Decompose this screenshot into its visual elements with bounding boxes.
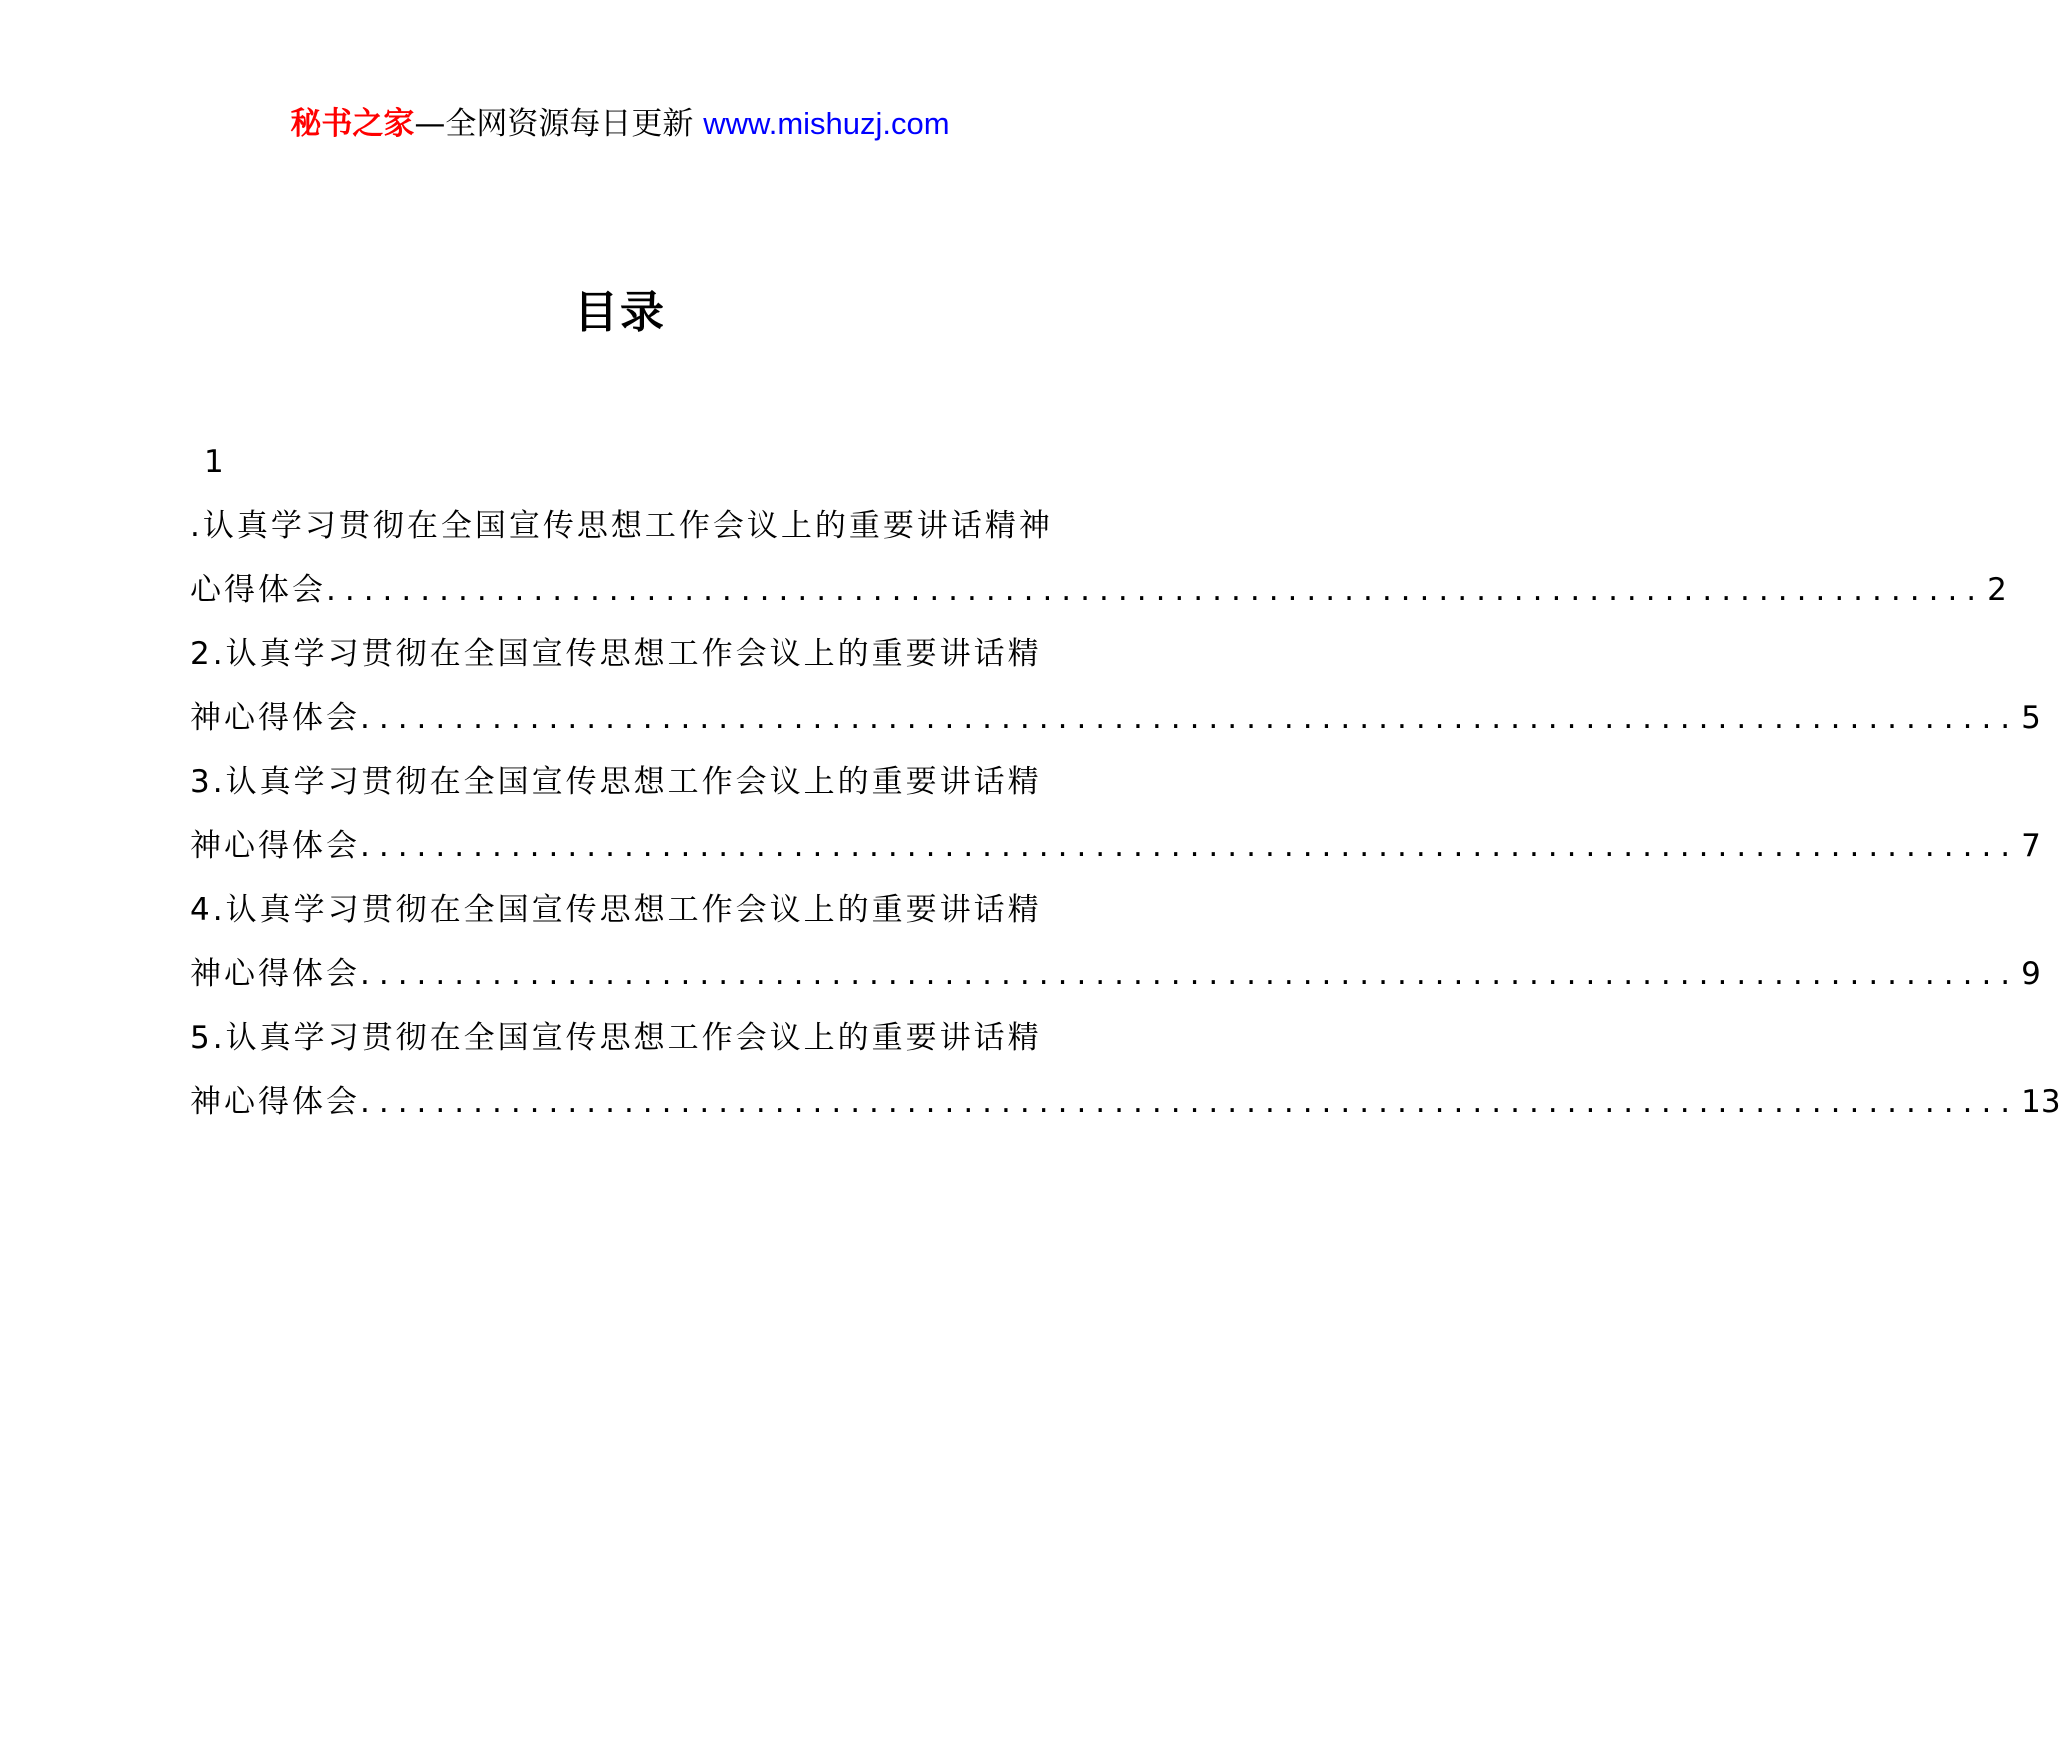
toc-entry-1-page-number: 2 — [1987, 572, 2007, 608]
toc-entry-4-page-number: 9 — [2021, 956, 2041, 992]
header-slogan: —全网资源每日更新 — [414, 106, 694, 142]
toc-entry-2-page-number: 5 — [2021, 700, 2041, 736]
toc-entry-5-leader-row[interactable] — [190, 1070, 2061, 1134]
toc-entry-3-title-cont: 神心得体会 — [190, 828, 360, 864]
toc-entry-3-leader-row[interactable] — [190, 814, 2041, 878]
toc-entry-1-leader-row[interactable] — [190, 558, 2007, 622]
site-url-link[interactable]: www.mishuzj.com — [703, 106, 950, 141]
table-of-contents — [190, 430, 2061, 1134]
dot-leader: ........................................................................................ — [326, 572, 1986, 608]
dot-leader: ........................................................................................ — [360, 700, 2020, 736]
page-title: 目录 — [574, 287, 666, 338]
toc-entry-5-page-number: 13 — [2021, 1084, 2061, 1120]
toc-entry-1-number: 1 — [204, 444, 227, 480]
dot-leader: ........................................................................................ — [360, 1084, 2020, 1120]
toc-entry-2-title[interactable]: 2.认真学习贯彻在全国宣传思想工作会议上的重要讲话精 — [190, 636, 1042, 672]
toc-entry-2-title-cont: 神心得体会 — [190, 700, 360, 736]
brand-name: 秘书之家 — [290, 106, 415, 142]
toc-entry-3-title[interactable]: 3.认真学习贯彻在全国宣传思想工作会议上的重要讲话精 — [190, 764, 1042, 800]
toc-entry-1-title-cont: 心得体会 — [190, 572, 326, 608]
dot-leader: ........................................................................................ — [360, 828, 2020, 864]
dot-leader: ........................................................................................ — [360, 956, 2020, 992]
toc-entry-4-title-cont: 神心得体会 — [190, 956, 360, 992]
toc-entry-4-title[interactable]: 4.认真学习贯彻在全国宣传思想工作会议上的重要讲话精 — [190, 892, 1042, 928]
toc-entry-3-page-number: 7 — [2021, 828, 2041, 864]
toc-entry-5-title-cont: 神心得体会 — [190, 1084, 360, 1120]
site-header — [0, 102, 1240, 146]
toc-entry-4-leader-row[interactable] — [190, 942, 2041, 1006]
toc-entry-2-leader-row[interactable] — [190, 686, 2041, 750]
toc-entry-1-title[interactable]: .认真学习贯彻在全国宣传思想工作会议上的重要讲话精神 — [190, 508, 1053, 544]
toc-entry-5-title[interactable]: 5.认真学习贯彻在全国宣传思想工作会议上的重要讲话精 — [190, 1020, 1042, 1056]
